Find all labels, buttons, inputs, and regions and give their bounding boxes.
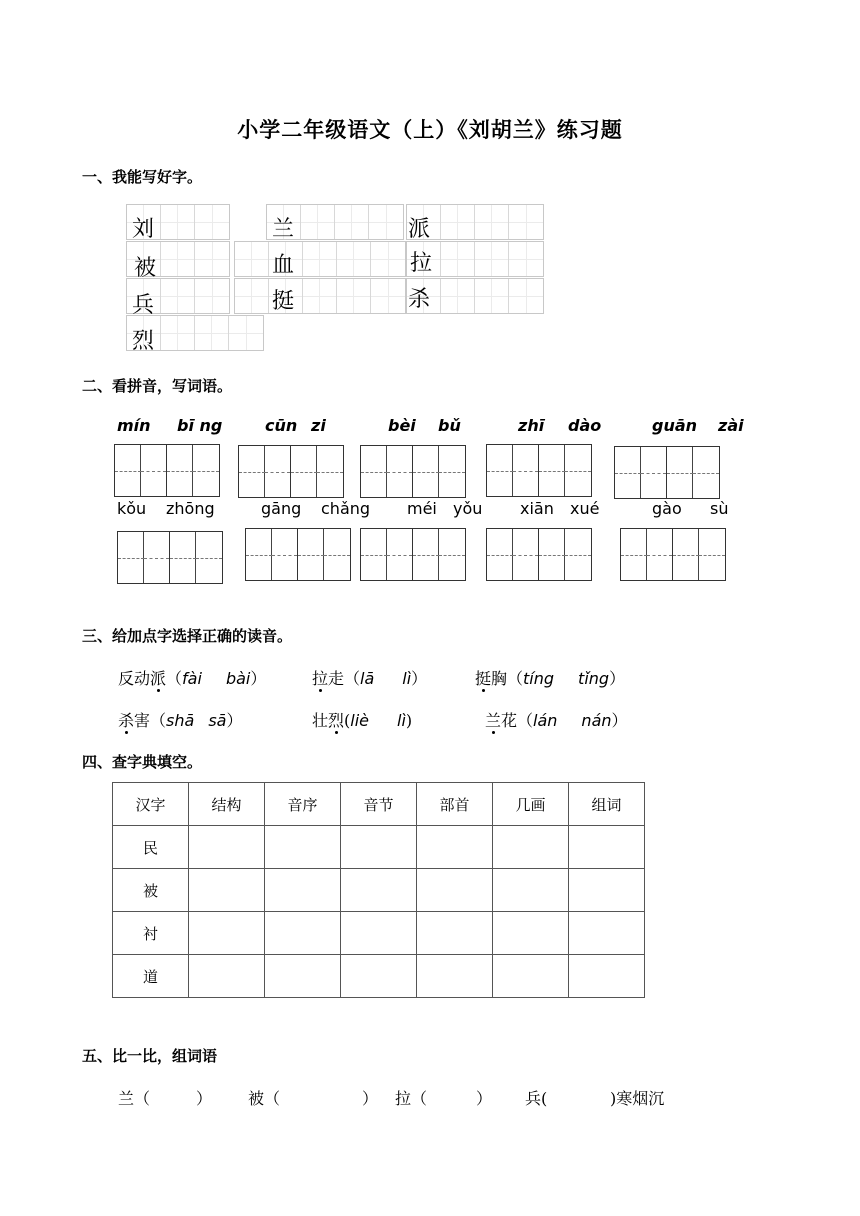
reading-item: [118, 708, 242, 731]
practice-char: 烈: [132, 329, 155, 354]
pinyin: chǎng: [321, 499, 371, 518]
blank-cell[interactable]: [189, 826, 265, 869]
answer-box[interactable]: [486, 444, 592, 497]
word-text: ): [405, 711, 413, 730]
column-header: 汉字: [113, 783, 189, 826]
answer-box[interactable]: [614, 446, 720, 499]
answer-box[interactable]: [620, 528, 726, 581]
section5-heading: 五、比一比，组词语: [82, 1047, 218, 1065]
compare-text: 兵(: [525, 1089, 548, 1108]
pinyin-option[interactable]: tíng: [523, 669, 555, 688]
column-header: 部首: [417, 783, 493, 826]
dotted-char: 烈: [328, 711, 345, 730]
table-row: [113, 955, 645, 998]
column-header: 组词: [569, 783, 645, 826]
blank-cell[interactable]: [265, 869, 341, 912]
blank-cell[interactable]: [189, 869, 265, 912]
pinyin: yǒu: [453, 499, 483, 518]
column-header: 音序: [265, 783, 341, 826]
dotted-char: 挺: [475, 669, 492, 688]
pinyin-option[interactable]: tǐng: [578, 669, 610, 688]
pinyin: xué: [570, 499, 600, 518]
blank-cell[interactable]: [341, 869, 417, 912]
compare-text: 兰（: [118, 1089, 151, 1108]
practice-char: 兵: [132, 293, 155, 318]
row-char: 道: [113, 955, 189, 998]
practice-char: 被: [134, 256, 157, 281]
pinyin-option[interactable]: lì: [397, 711, 406, 730]
word-text: 花（: [501, 711, 534, 730]
practice-char: 派: [408, 217, 431, 242]
blank-cell[interactable]: [493, 955, 569, 998]
pinyin-option[interactable]: fài: [182, 669, 202, 688]
pinyin-option[interactable]: shā: [166, 711, 195, 730]
column-header: 音节: [341, 783, 417, 826]
practice-char: 兰: [272, 217, 295, 242]
reading-item: [118, 666, 266, 689]
blank-cell[interactable]: [569, 826, 645, 869]
answer-box[interactable]: [360, 528, 466, 581]
pinyin: guān: [652, 416, 698, 435]
dictionary-table: [112, 782, 645, 998]
blank-cell[interactable]: [341, 912, 417, 955]
table-row: [113, 869, 645, 912]
word-text: (: [344, 711, 351, 730]
compare-text: )寒烟沉: [610, 1089, 665, 1108]
reading-item: [485, 708, 628, 731]
pinyin-option[interactable]: lā: [360, 669, 375, 688]
blank-cell[interactable]: [569, 912, 645, 955]
practice-char: 杀: [408, 287, 431, 312]
dotted-char: 拉: [312, 669, 329, 688]
grid-row: [234, 241, 406, 277]
pinyin-option[interactable]: liè: [350, 711, 370, 730]
practice-char: 挺: [272, 289, 295, 314]
word-text: 走（: [328, 669, 361, 688]
practice-char: 刘: [132, 217, 155, 242]
word-text: 胸（: [491, 669, 524, 688]
word-text: ）: [411, 669, 428, 688]
dotted-char: 兰: [485, 711, 502, 730]
pinyin: cūn: [265, 416, 298, 435]
practice-char: 血: [272, 253, 295, 278]
pinyin: bǔ: [438, 416, 461, 435]
section2-heading: 二、看拼音，写词语。: [82, 377, 233, 395]
pinyin-option[interactable]: nán: [581, 711, 612, 730]
word-text: 反动: [118, 669, 151, 688]
compare-text: ）: [476, 1089, 493, 1108]
pinyin-option[interactable]: sā: [208, 711, 227, 730]
dotted-char: 派: [150, 669, 167, 688]
blank-cell[interactable]: [341, 826, 417, 869]
pinyin: mín: [117, 416, 151, 435]
page-title: 小学二年级语文（上）《刘胡兰》练习题: [237, 117, 623, 142]
word-text: ）: [226, 711, 243, 730]
word-text: 害（: [134, 711, 167, 730]
pinyin: zài: [718, 416, 744, 435]
word-text: ）: [609, 669, 626, 688]
blank-cell[interactable]: [189, 912, 265, 955]
blank-cell[interactable]: [417, 826, 493, 869]
pinyin: bèi: [388, 416, 416, 435]
pinyin: zhōng: [166, 499, 215, 518]
blank-cell[interactable]: [569, 955, 645, 998]
pinyin: gāng: [261, 499, 302, 518]
answer-box[interactable]: [117, 531, 223, 584]
answer-box[interactable]: [238, 445, 344, 498]
pinyin: bī ng: [177, 416, 223, 435]
answer-box[interactable]: [360, 445, 466, 498]
blank-cell[interactable]: [189, 955, 265, 998]
blank-cell[interactable]: [417, 955, 493, 998]
table-row: [113, 912, 645, 955]
compare-text: ）: [362, 1089, 379, 1108]
row-char: 被: [113, 869, 189, 912]
word-text: 壮: [312, 711, 329, 730]
pinyin: sù: [710, 499, 729, 518]
blank-cell[interactable]: [417, 912, 493, 955]
blank-cell[interactable]: [493, 826, 569, 869]
compare-text: 被（: [248, 1089, 281, 1108]
column-header: 几画: [493, 783, 569, 826]
pinyin: zhī: [518, 416, 545, 435]
table-row: [113, 826, 645, 869]
blank-cell[interactable]: [265, 826, 341, 869]
table-header-row: [113, 783, 645, 826]
section3-heading: 三、给加点字选择正确的读音。: [82, 627, 293, 645]
blank-cell[interactable]: [265, 912, 341, 955]
section1-heading: 一、我能写好字。: [82, 168, 203, 186]
reading-item: [312, 708, 412, 731]
pinyin-option[interactable]: lán: [533, 711, 558, 730]
dotted-char: 杀: [118, 711, 135, 730]
blank-cell[interactable]: [341, 955, 417, 998]
section4-heading: 四、查字典填空。: [82, 753, 203, 771]
reading-item: [475, 666, 625, 689]
answer-box[interactable]: [486, 528, 592, 581]
column-header: 结构: [189, 783, 265, 826]
blank-cell[interactable]: [493, 912, 569, 955]
compare-text: ）: [196, 1089, 213, 1108]
pinyin: kǒu: [117, 499, 147, 518]
pinyin-option[interactable]: lì: [402, 669, 412, 688]
grid-row: [234, 278, 406, 314]
pinyin: zi: [311, 416, 326, 435]
compare-text: 拉（: [395, 1089, 428, 1108]
row-char: 衬: [113, 912, 189, 955]
practice-char: 拉: [410, 251, 433, 276]
word-text: （: [166, 669, 183, 688]
pinyin-option[interactable]: bài: [225, 669, 251, 688]
pinyin: dào: [568, 416, 602, 435]
answer-box[interactable]: [114, 444, 220, 497]
row-char: 民: [113, 826, 189, 869]
pinyin: gào: [652, 499, 682, 518]
answer-box[interactable]: [245, 528, 351, 581]
pinyin: xiān: [520, 499, 554, 518]
word-text: ）: [611, 711, 628, 730]
reading-item: [312, 666, 427, 689]
blank-cell[interactable]: [417, 869, 493, 912]
blank-cell[interactable]: [569, 869, 645, 912]
blank-cell[interactable]: [493, 869, 569, 912]
pinyin: méi: [407, 499, 437, 518]
blank-cell[interactable]: [265, 955, 341, 998]
word-text: ）: [250, 669, 267, 688]
